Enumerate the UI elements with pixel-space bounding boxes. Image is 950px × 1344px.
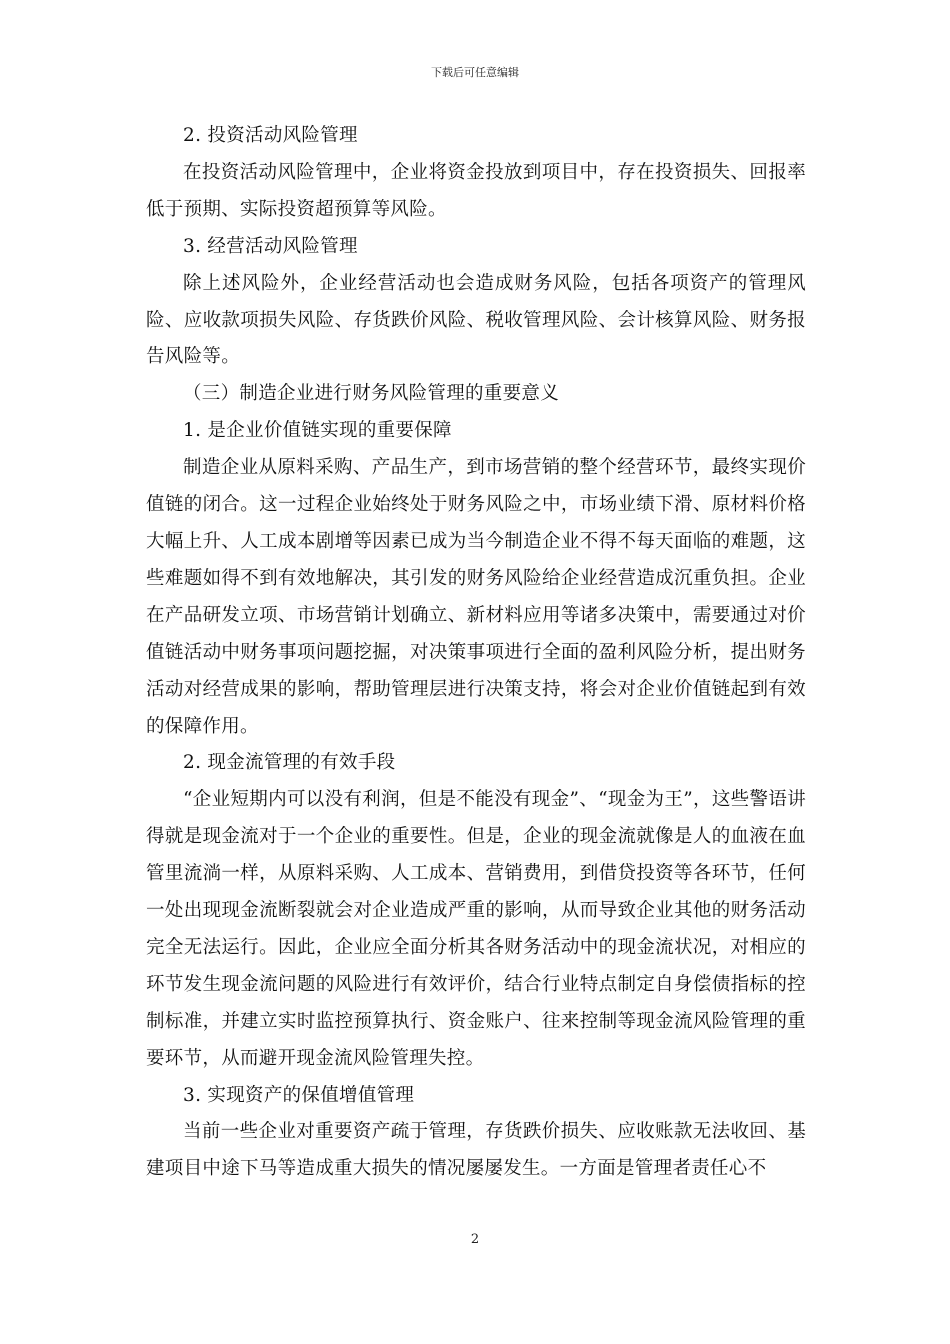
page-number: 2: [470, 1232, 480, 1247]
paragraph-asset-value: 当前一些企业对重要资产疏于管理，存货跌价损失、应收账款无法收回、基建项目中途下马等造成重大损失的情况屡屡发生。一方面是管理者责任心不: [146, 1121, 806, 1180]
paragraph-cash-flow: “企业短期内可以没有利润，但是不能没有现金”、“现金为王”，这些警语讲得就是现金流对于一个企业的重要性。但是，企业的现金流就像是人的血液在血管里流淌一样，从原料采购、人工成本、营销费用，到借贷投资等各环节，任何一处出现现金流断裂就会对企业造成严重的影响，从而导致企业其他的财务活动完全无法运行。因此，企业应全面分析其各财务活动中的现金流状况，对相应的环节发生现金流问题的风险进行有效评价，结合行业特点制定自身偿债指标的控制标准，并建立实时监控预算执行、资金账户、往来控制等现金流风险管理的重要环节，从而避开现金流风险管理失控。: [146, 789, 806, 1069]
paragraph-investment-risk: 在投资活动风险管理中，企业将资金投放到项目中，存在投资损失、回报率低于预期、实际投资超预算等风险。: [146, 161, 806, 220]
heading-investment-risk: 2. 投资活动风险管理: [183, 125, 358, 146]
paragraph-operating-risk: 除上述风险外，企业经营活动也会造成财务风险，包括各项资产的管理风险、应收款项损失风险、存货跌价风险、税收管理风险、会计核算风险、财务报告风险等。: [146, 272, 806, 368]
document-body: [146, 118, 806, 1188]
section-heading-importance: （三）制造企业进行财务风险管理的重要意义: [183, 383, 560, 405]
heading-value-chain: 1. 是企业价值链实现的重要保障: [183, 420, 452, 442]
heading-cash-flow: 2. 现金流管理的有效手段: [183, 752, 396, 774]
heading-operating-risk: 3. 经营活动风险管理: [183, 235, 358, 257]
heading-asset-value: 3. 实现资产的保值增值管理: [183, 1084, 415, 1106]
paragraph-value-chain: 制造企业从原料采购、产品生产，到市场营销的整个经营环节，最终实现价值链的闭合。这一过程企业始终处于财务风险之中，市场业绩下滑、原材料价格大幅上升、人工成本剧增等因素已成为当今制造企业不得不每天面临的难题，这些难题如得不到有效地解决，其引发的财务风险给企业经营造成沉重负担。企业在产品研发立项、市场营销计划确立、新材料应用等诸多决策中，需要通过对价值链活动中财务事项问题挖掘，对决策事项进行全面的盈利风险分析，提出财务活动对经营成果的影响，帮助管理层进行决策支持，将会对企业价值链起到有效的保障作用。: [146, 457, 806, 737]
page-header: 下载后可任意编辑: [431, 66, 519, 79]
